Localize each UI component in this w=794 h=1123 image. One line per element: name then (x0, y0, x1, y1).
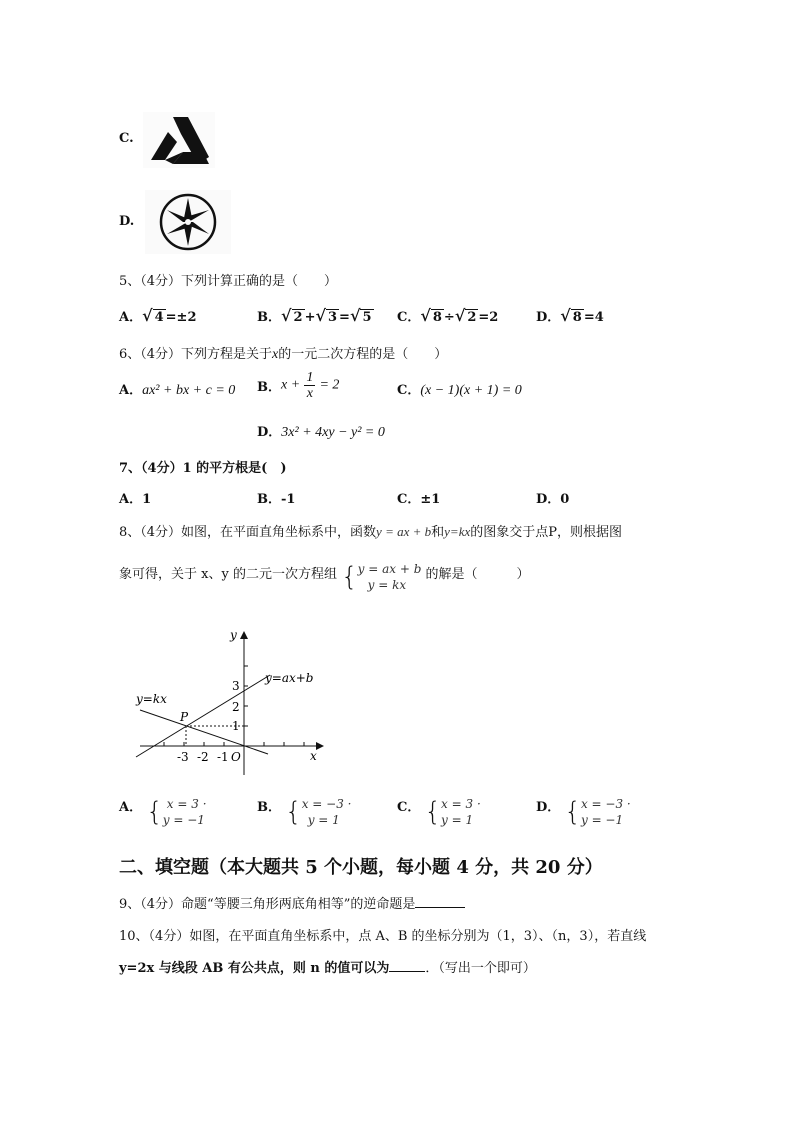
q7-option-a: A．1 (119, 492, 152, 507)
q5-option-d: D．√ 8 =4 (536, 306, 604, 325)
q6-option-b: B．x + $\frac{1}{x}$ = 2 (257, 370, 340, 401)
q8-stem-line2: 象可得，关于 x、y 的二元一次方程组 {y = ax + b y = kx 的解是（ ） (119, 562, 530, 592)
q8-option-a: A． { x = 3 · y = −1 (119, 797, 207, 827)
q8-coordinate-graph (130, 625, 330, 775)
q9-stem: 9、（4分）命题“等腰三角形两底角相等”的逆命题是 (119, 893, 465, 912)
q9-answer-blank (415, 907, 465, 908)
q5-option-c: C．√ 8 ÷√ 2 =2 (397, 306, 499, 325)
option-d-label: D. (119, 214, 135, 229)
option-label: A． (119, 310, 143, 325)
line2-label: y=kx (136, 692, 167, 706)
q6-option-a: A．ax² + bx + c = 0 (119, 383, 236, 398)
q8-stem-line1: 8、（4分）如图，在平面直角坐标系中，函数y = ax + b和y=kx的图象交于点P，则根据图 (119, 524, 622, 540)
x-tick-neg2: -2 (197, 750, 209, 764)
x-tick-neg3: -3 (177, 750, 189, 764)
origin-label: O (231, 750, 241, 764)
q8-option-c: C． {x = 3 · y = 1 (397, 797, 481, 827)
q10-line1: 10、（4分）如图，在平面直角坐标系中，点 A、B 的坐标分别为（1，3）、（n，3），若直线 (119, 929, 647, 944)
q5-stem: 5、（4分）下列计算正确的是（ ） (119, 274, 338, 289)
q7-option-c: C．±1 (397, 492, 441, 507)
q7-option-d: D．0 (536, 492, 570, 507)
q6-option-c: C．(x − 1)(x + 1) = 0 (397, 383, 522, 398)
x-axis-label: x (310, 749, 317, 763)
section-heading: 二、填空题（本大题共 5 个小题，每小题 4 分，共 20 分） (119, 857, 603, 878)
q8-option-b: B． {x = −3 · y = 1 (257, 797, 352, 827)
q7-option-b: B．-1 (257, 492, 296, 507)
y-axis-label: y (230, 628, 237, 642)
y-tick-2: 2 (232, 700, 240, 714)
q5-option-b: B．√ 2 +√ 3 =√ 5 (257, 306, 372, 325)
star-flower-icon (145, 190, 231, 254)
y-tick-3: 3 (232, 679, 240, 693)
option-c-label: C. (119, 131, 134, 146)
q7-stem: 7、（4分）1 的平方根是( ) (119, 461, 287, 476)
recycle-triangle-icon (143, 112, 215, 168)
y-tick-1: 1 (232, 719, 240, 733)
point-p-label: P (180, 710, 189, 724)
line1-label: y=ax+b (265, 671, 314, 685)
q5-option-a: A．√ 4 =±2 (119, 306, 197, 325)
x-tick-neg1: -1 (217, 750, 229, 764)
q10-answer-blank (389, 971, 425, 972)
q6-option-d: D．3x² + 4xy − y² = 0 (257, 425, 385, 440)
q8-option-d: D． {x = −3 · y = −1 (536, 797, 631, 827)
line-kx (140, 710, 268, 754)
q6-stem: 6、（4分）下列方程是关于x的一元二次方程的是（ ） (119, 347, 448, 362)
q10-line2: y=2x 与线段 AB 有公共点，则 n 的值可以为 ．（写出一个即可） (119, 961, 536, 976)
